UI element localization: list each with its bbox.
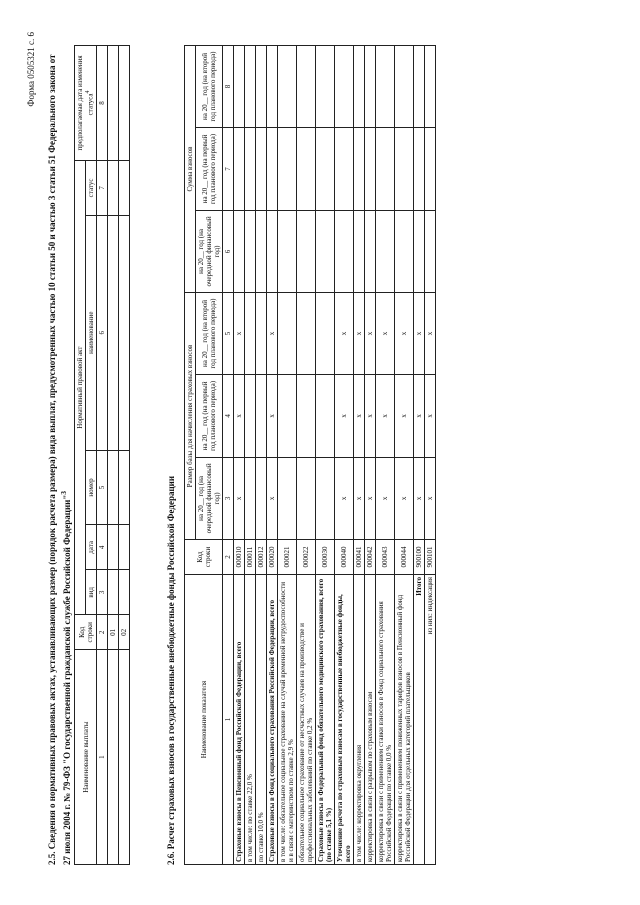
col-title-header: наименование (86, 215, 97, 450)
cell-value[interactable] (234, 46, 245, 128)
row-label: в том числе: по ставке 22,0 % (245, 575, 256, 865)
cell-value[interactable] (376, 210, 395, 292)
base-year-current: на 20__ год (на очередной финансовый год) (196, 457, 223, 539)
sum-year-current: на 20__ год (на очередной финансовый год) (196, 210, 223, 292)
row-code: 000041 (354, 540, 365, 575)
row-label: Страховые взносы в Фонд социального страхования Российской Федерации, всего (267, 575, 278, 865)
planned-date-footnote: 4 (85, 90, 92, 94)
x-mark: x (425, 457, 436, 539)
cell-value[interactable] (297, 293, 316, 375)
col-status-header: статус (86, 160, 97, 215)
col-code-header: Код строки (185, 540, 223, 575)
table-row (395, 46, 414, 865)
cell-type[interactable] (108, 570, 119, 615)
cell-value[interactable] (278, 293, 297, 375)
colnum-1: 1 (97, 650, 108, 865)
cell-value[interactable] (316, 375, 335, 458)
cell-value[interactable] (395, 128, 414, 211)
colnum-6: 6 (223, 210, 234, 292)
cell-value[interactable] (376, 46, 395, 128)
cell-value[interactable] (256, 46, 267, 128)
section1-title-text: 2.5. Сведения о нормативных правовых актах, устанавливающих размер (порядок расчета размера) вида выплат, предусмотренных частью 10 статьи 50 и частью 3 статьи 51 Федерального закона от 27 июля 2004 г. № 79-ФЗ "О государственной гражданской службе Российской Федерации" (47, 54, 72, 865)
total-row (414, 46, 425, 865)
cell-value[interactable] (414, 210, 425, 292)
npa-table (74, 45, 130, 865)
row-label: Страховые взносы в Федеральный фонд обязательного медицинского страхования, всего (по ставке 5,1 %) (316, 575, 335, 865)
row-label: в том числе: корректировка округления (354, 575, 365, 865)
x-mark: x (267, 457, 278, 539)
col-base-header: Размер базы для начисления страховых взносов (185, 293, 196, 540)
cell-date[interactable] (119, 525, 130, 570)
cell-value[interactable] (354, 210, 365, 292)
cell-value[interactable] (245, 128, 256, 211)
table-row (119, 46, 130, 865)
colnum-8: 8 (97, 46, 108, 161)
cell-name[interactable] (108, 650, 119, 865)
cell-value[interactable] (365, 210, 376, 292)
cell-value[interactable] (297, 457, 316, 539)
form-code: Форма 0505321 с. 6 (26, 32, 36, 107)
row-label: Страховые взносы в Пенсионный фонд Российской Федерации, всего (234, 575, 245, 865)
cell-value[interactable] (256, 293, 267, 375)
cell-value[interactable] (245, 457, 256, 539)
col-type-header: вид (86, 570, 97, 615)
col-planned-date-header (75, 46, 97, 161)
row-code: 000022 (297, 540, 316, 575)
x-mark: x (395, 293, 414, 375)
cell-value[interactable] (414, 46, 425, 128)
cell-number[interactable] (108, 450, 119, 525)
x-mark: x (376, 293, 395, 375)
x-mark: x (335, 375, 354, 458)
base-year-first: на 20__ год (на первый год планового периода) (196, 375, 223, 458)
row-code: 000021 (278, 540, 297, 575)
cell-value[interactable] (245, 210, 256, 292)
section2-title: 2.6. Расчет страховых взносов в государственные внебюджетные фонды Российской Федерации (166, 475, 176, 865)
colnum-7: 7 (223, 128, 234, 211)
col-npa-header: Нормативный правовой акт (75, 160, 86, 614)
row-label: в том числе: обязательное социальное страхование на случай временной нетрудоспособности и в связи с материнством по ставке 2,9 % (278, 575, 297, 865)
cell-value[interactable] (297, 375, 316, 458)
cell-value[interactable] (245, 46, 256, 128)
x-mark: x (267, 375, 278, 458)
col-date-header: дата (86, 525, 97, 570)
cell-code: 02 (119, 615, 130, 650)
x-mark: x (414, 375, 425, 458)
colnum-7: 7 (97, 160, 108, 215)
x-mark: x (234, 293, 245, 375)
cell-value[interactable] (414, 128, 425, 211)
cell-value[interactable] (278, 210, 297, 292)
cell-value[interactable] (395, 210, 414, 292)
colnum-3: 3 (97, 570, 108, 615)
planned-date-text: предполагаемая дата изменения статуса (76, 55, 95, 151)
section1-footnote: 3 (59, 490, 68, 495)
cell-value[interactable] (297, 128, 316, 211)
cell-value[interactable] (234, 210, 245, 292)
x-mark: x (354, 457, 365, 539)
x-mark: x (395, 375, 414, 458)
cell-value[interactable] (256, 375, 267, 458)
table-row (108, 46, 119, 865)
table-row (297, 46, 316, 865)
table-row (278, 46, 297, 865)
row-code: 000012 (256, 540, 267, 575)
cell-value[interactable] (297, 210, 316, 292)
total-sub-label: из них: индексация (425, 575, 436, 865)
cell-value[interactable] (316, 210, 335, 292)
table-row (267, 46, 278, 865)
row-label: по ставке 10,0 % (256, 575, 267, 865)
x-mark: x (365, 375, 376, 458)
colnum-6: 6 (97, 215, 108, 450)
x-mark: x (376, 457, 395, 539)
row-label: Уточнение расчета по страховым взносам в государственные внебюджетные фонды, всего (335, 575, 354, 865)
table-row (335, 46, 354, 865)
cell-value[interactable] (234, 128, 245, 211)
colnum-2: 2 (97, 615, 108, 650)
row-code: 000044 (395, 540, 414, 575)
table-row (354, 46, 365, 865)
cell-value[interactable] (316, 128, 335, 211)
row-code: 000042 (365, 540, 376, 575)
cell-value[interactable] (335, 210, 354, 292)
row-label: обязательное социальное страхование от несчастных случаев на производстве и профессиональных заболеваний по ставке 0,2 % (297, 575, 316, 865)
cell-value[interactable] (267, 128, 278, 211)
colnum-1: 1 (223, 575, 234, 865)
cell-value[interactable] (278, 128, 297, 211)
total-sub-code: 900101 (425, 540, 436, 575)
x-mark: x (425, 375, 436, 458)
x-mark: x (234, 457, 245, 539)
contributions-body (234, 46, 414, 865)
table-row (245, 46, 256, 865)
cell-value[interactable] (245, 293, 256, 375)
cell-value[interactable] (278, 457, 297, 539)
row-code: 000010 (234, 540, 245, 575)
cell-value[interactable] (245, 375, 256, 458)
cell-planned-date[interactable] (108, 46, 119, 161)
x-mark: x (365, 293, 376, 375)
row-code: 000043 (376, 540, 395, 575)
cell-value[interactable] (256, 457, 267, 539)
cell-value[interactable] (267, 210, 278, 292)
col-sum-header: Сумма взносов (185, 46, 196, 293)
cell-title[interactable] (119, 215, 130, 450)
cell-value[interactable] (354, 128, 365, 211)
col-code-header: Код строки (75, 615, 97, 650)
row-label: корректировка в связи с применением ставки взносов в Фонд социального страхования Российской Федерации по ставке 0,0 % (376, 575, 395, 865)
x-mark: x (234, 375, 245, 458)
cell-number[interactable] (119, 450, 130, 525)
colnum-5: 5 (97, 450, 108, 525)
table-row (256, 46, 267, 865)
total-code: 900100 (414, 540, 425, 575)
cell-value[interactable] (335, 46, 354, 128)
cell-status[interactable] (119, 160, 130, 215)
row-label: корректировка в связи с разрывом по страховым взносам (365, 575, 376, 865)
cell-value[interactable] (376, 128, 395, 211)
cell-value[interactable] (316, 293, 335, 375)
x-mark: x (425, 293, 436, 375)
row-code: 000030 (316, 540, 335, 575)
cell-value[interactable] (316, 46, 335, 128)
x-mark: x (354, 293, 365, 375)
cell-value[interactable] (354, 46, 365, 128)
cell-value[interactable] (425, 210, 436, 292)
x-mark: x (354, 375, 365, 458)
cell-status[interactable] (108, 160, 119, 215)
cell-value[interactable] (395, 46, 414, 128)
colnum-3: 3 (223, 457, 234, 539)
cell-value[interactable] (256, 128, 267, 211)
x-mark: x (335, 293, 354, 375)
cell-value[interactable] (365, 46, 376, 128)
row-code: 000040 (335, 540, 354, 575)
cell-value[interactable] (425, 128, 436, 211)
cell-planned-date[interactable] (119, 46, 130, 161)
cell-title[interactable] (108, 215, 119, 450)
x-mark: x (414, 457, 425, 539)
section1-title (46, 45, 73, 865)
x-mark: x (395, 457, 414, 539)
sum-year-second: на 20__ год (на второй год планового периода) (196, 46, 223, 128)
cell-name[interactable] (119, 650, 130, 865)
table-row (234, 46, 245, 865)
cell-code: 01 (108, 615, 119, 650)
total-sub-row (425, 46, 436, 865)
col-indicator-header: Наименование показателя (185, 575, 223, 865)
col-name-header: Наименование выплаты (75, 650, 97, 865)
cell-value[interactable] (316, 457, 335, 539)
table-row (316, 46, 335, 865)
sum-year-first: на 20__ год (на первый год планового периода) (196, 128, 223, 211)
x-mark: x (365, 457, 376, 539)
colnum-5: 5 (223, 293, 234, 375)
cell-type[interactable] (119, 570, 130, 615)
colnum-8: 8 (223, 46, 234, 128)
table-row (376, 46, 395, 865)
col-number-header: номер (86, 450, 97, 525)
row-code: 000020 (267, 540, 278, 575)
base-year-second: на 20__ год (на второй год планового периода) (196, 293, 223, 375)
x-mark: x (335, 457, 354, 539)
cell-value[interactable] (365, 128, 376, 211)
colnum-4: 4 (223, 375, 234, 458)
cell-value[interactable] (267, 46, 278, 128)
cell-value[interactable] (425, 46, 436, 128)
cell-value[interactable] (278, 375, 297, 458)
row-code: 000011 (245, 540, 256, 575)
contributions-table (184, 45, 436, 865)
total-label: Итого (414, 575, 425, 865)
cell-value[interactable] (297, 46, 316, 128)
x-mark: x (414, 293, 425, 375)
cell-value[interactable] (335, 128, 354, 211)
cell-date[interactable] (108, 525, 119, 570)
x-mark: x (267, 293, 278, 375)
colnum-2: 2 (223, 540, 234, 575)
colnum-4: 4 (97, 525, 108, 570)
cell-value[interactable] (278, 46, 297, 128)
cell-value[interactable] (256, 210, 267, 292)
table-row (365, 46, 376, 865)
x-mark: x (376, 375, 395, 458)
row-label: корректировка в связи с применением пониженных тарифов взносов в Пенсионный фонд Российской Федерации для отдельных категорий плательщиков (395, 575, 414, 865)
